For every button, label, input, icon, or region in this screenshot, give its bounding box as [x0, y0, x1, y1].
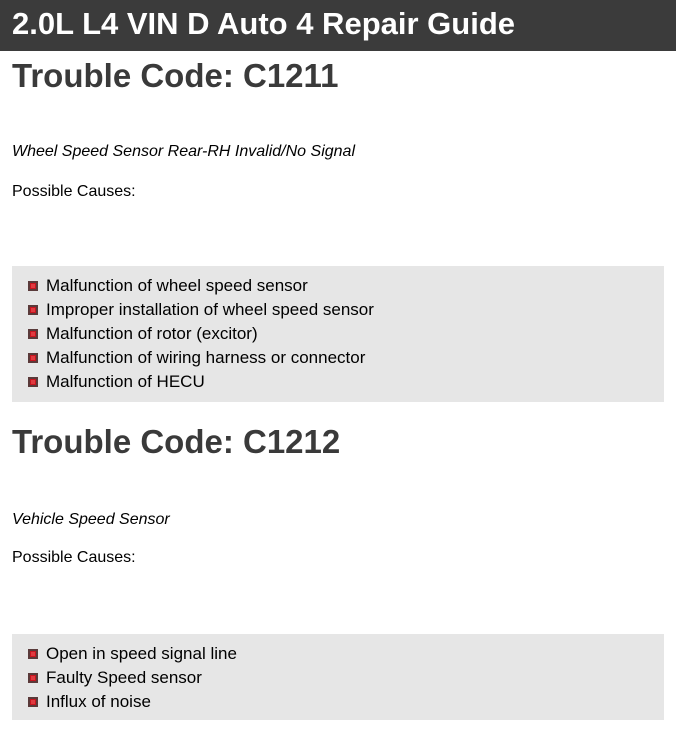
trouble-code-title-c1212: Trouble Code: C1212 [12, 423, 341, 460]
page-header [0, 0, 676, 51]
trouble-code-title-c1211: Trouble Code: C1211 [12, 57, 339, 94]
list-item [12, 666, 664, 690]
cause-text: Improper installation of wheel speed sensor [46, 300, 374, 319]
cause-text: Influx of noise [46, 692, 151, 711]
list-item [12, 298, 664, 322]
cause-text: Open in speed signal line [46, 644, 237, 663]
cause-text: Malfunction of HECU [46, 372, 205, 391]
possible-causes-list-c1211 [12, 266, 664, 402]
list-item [12, 642, 664, 666]
square-bullet-icon [28, 673, 38, 683]
list-item [12, 370, 664, 394]
list-item [12, 690, 664, 714]
square-bullet-icon [28, 649, 38, 659]
square-bullet-icon [28, 697, 38, 707]
list-item [12, 274, 664, 298]
trouble-code-description-c1212: Vehicle Speed Sensor [12, 511, 170, 528]
square-bullet-icon [28, 353, 38, 363]
page-title: 2.0L L4 VIN D Auto 4 Repair Guide [12, 6, 515, 41]
square-bullet-icon [28, 281, 38, 291]
cause-text: Malfunction of wiring harness or connector [46, 348, 366, 367]
cause-text: Faulty Speed sensor [46, 668, 202, 687]
list-item [12, 322, 664, 346]
list-item [12, 346, 664, 370]
cause-text: Malfunction of rotor (excitor) [46, 324, 258, 343]
square-bullet-icon [28, 305, 38, 315]
possible-causes-list-c1212 [12, 634, 664, 720]
square-bullet-icon [28, 377, 38, 387]
square-bullet-icon [28, 329, 38, 339]
trouble-code-description-c1211: Wheel Speed Sensor Rear-RH Invalid/No Signal [12, 143, 355, 160]
possible-causes-label-c1211: Possible Causes: [12, 183, 136, 200]
cause-text: Malfunction of wheel speed sensor [46, 276, 308, 295]
possible-causes-label-c1212: Possible Causes: [12, 549, 136, 566]
